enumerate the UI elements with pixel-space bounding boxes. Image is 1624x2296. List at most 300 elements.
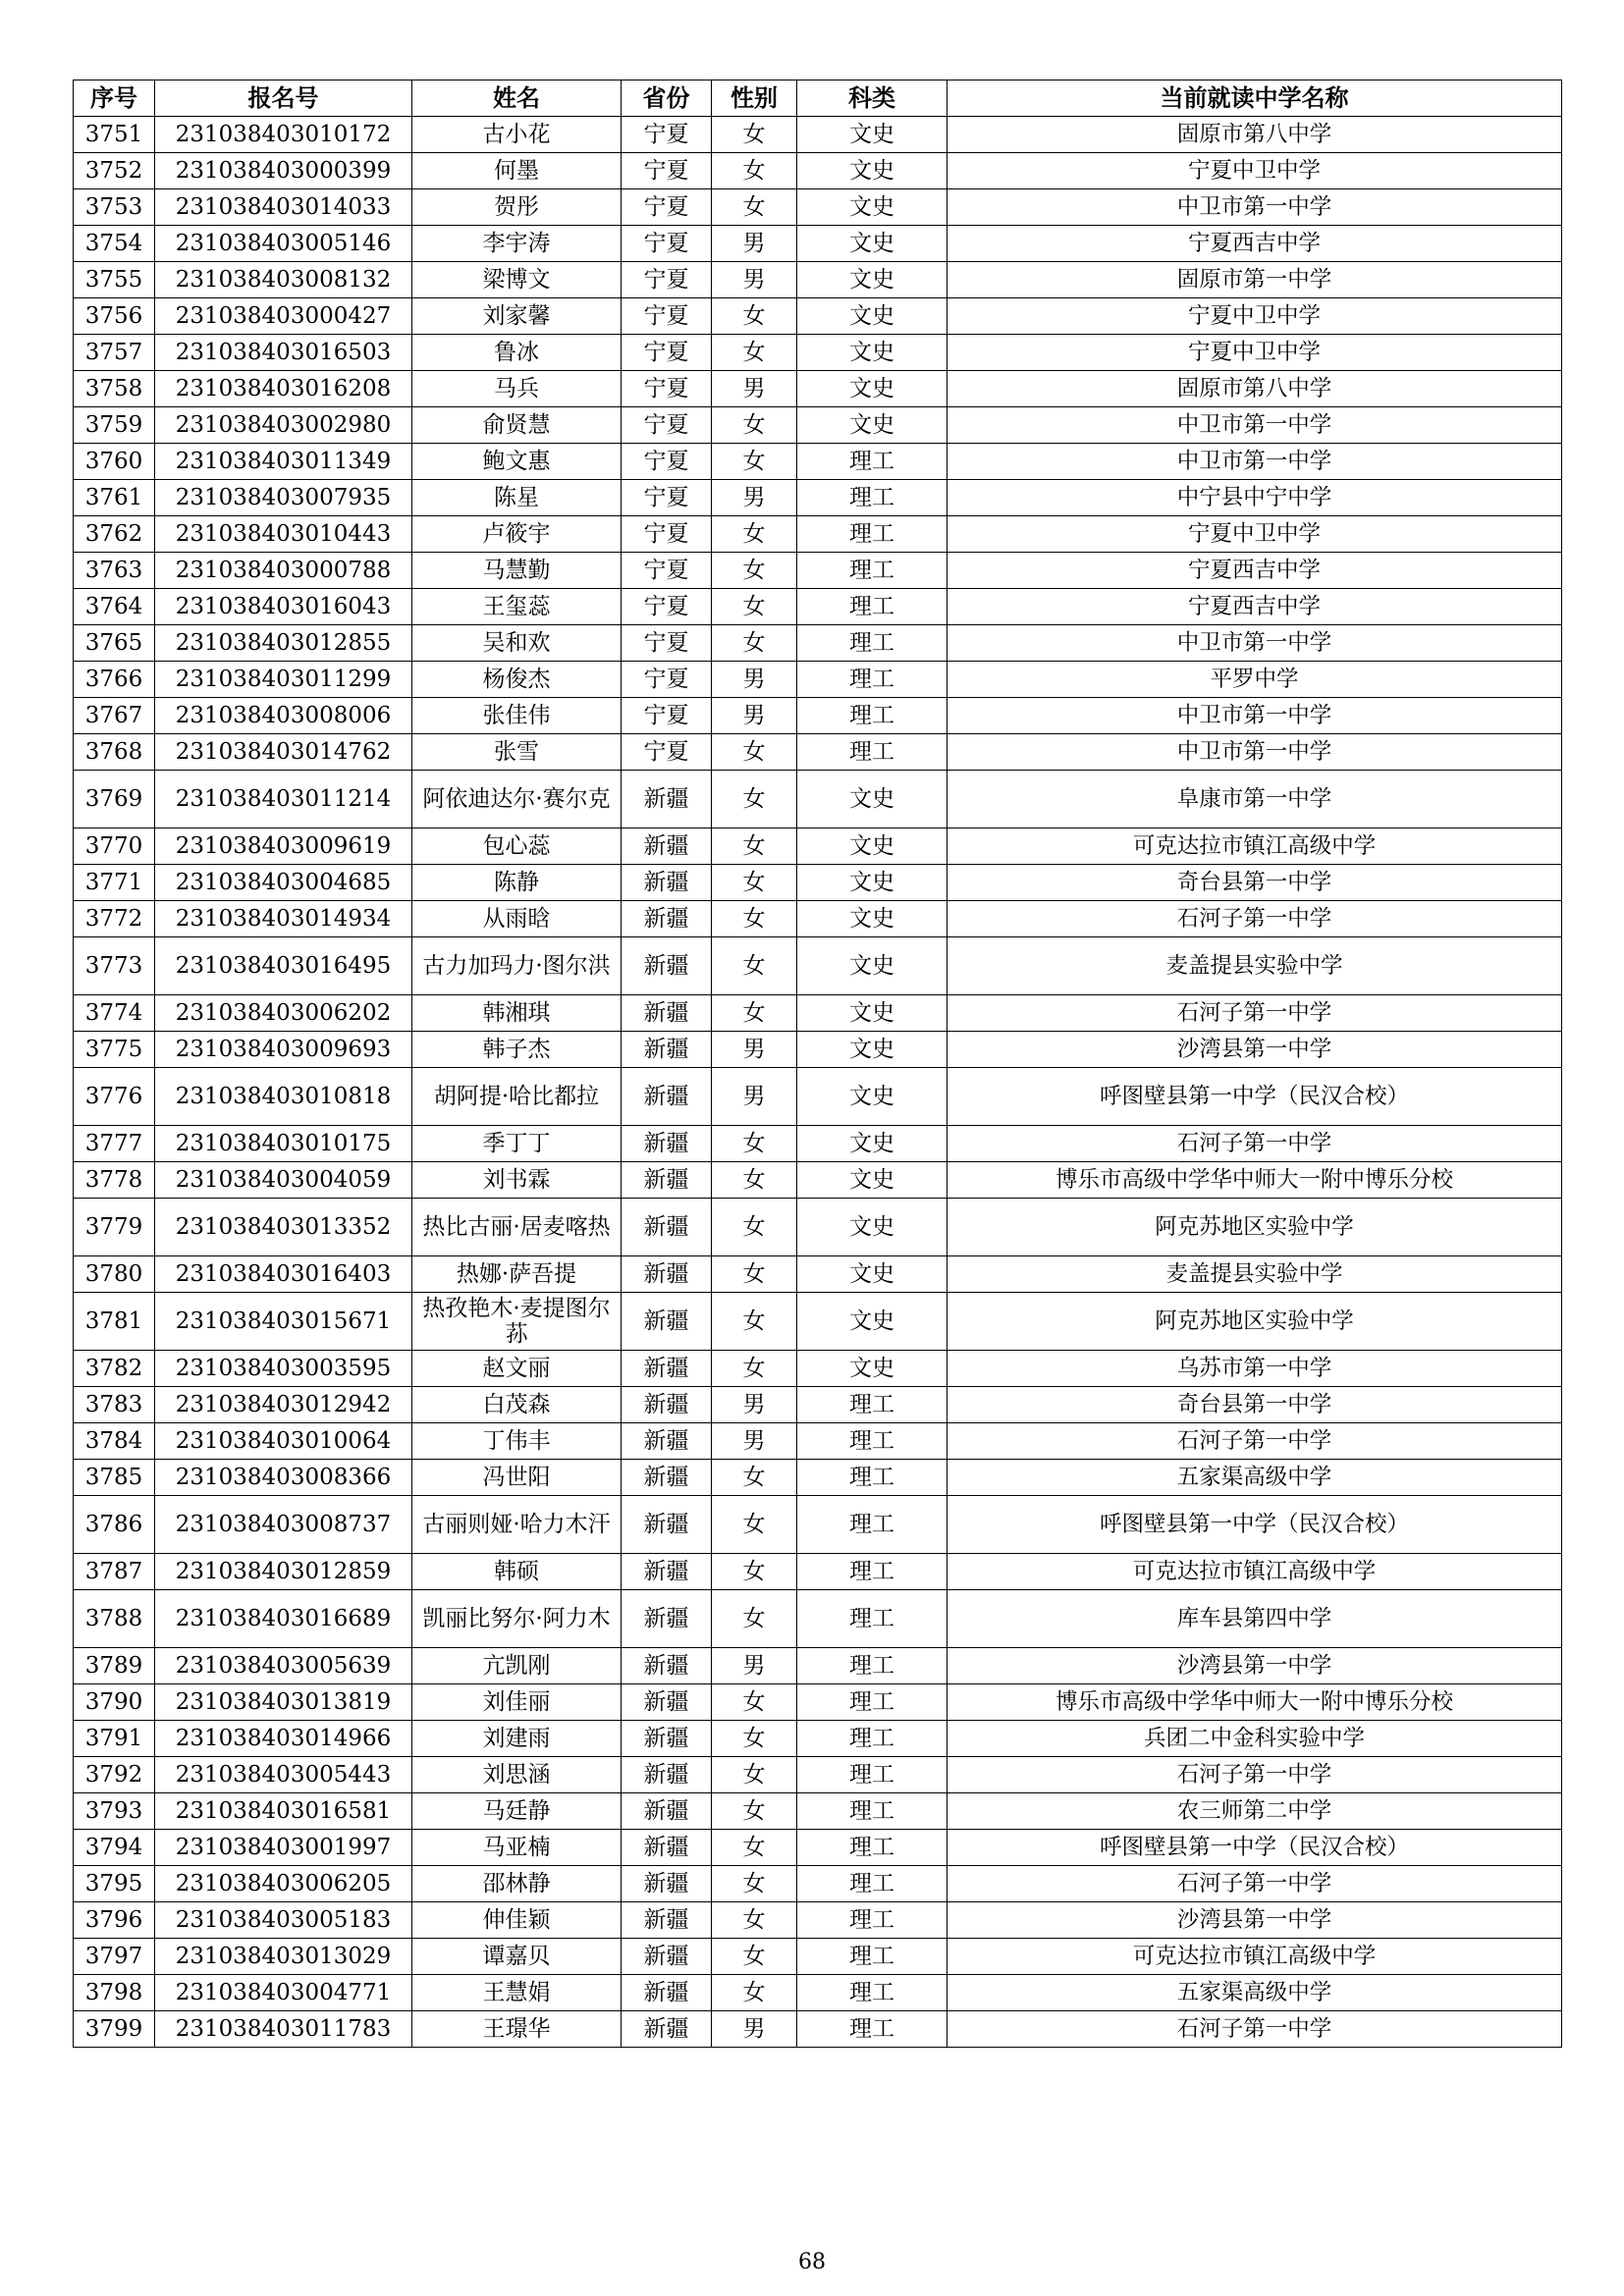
- cell-name: 丁伟丰: [412, 1423, 622, 1460]
- cell-name: 俞贤慧: [412, 407, 622, 444]
- cell-registration-number: 231038403015671: [155, 1293, 412, 1351]
- cell-gender: 女: [712, 1496, 797, 1554]
- cell-name: 古丽则娅·哈力木汗: [412, 1496, 622, 1554]
- cell-province: 新疆: [622, 1554, 712, 1590]
- cell-registration-number: 231038403005183: [155, 1902, 412, 1939]
- cell-gender: 女: [712, 1293, 797, 1351]
- cell-category: 理工: [797, 1830, 947, 1866]
- cell-registration-number: 231038403008006: [155, 698, 412, 734]
- cell-name: 从雨晗: [412, 901, 622, 937]
- cell-province: 宁夏: [622, 407, 712, 444]
- cell-registration-number: 231038403006205: [155, 1866, 412, 1902]
- cell-school: 博乐市高级中学华中师大一附中博乐分校: [947, 1684, 1562, 1721]
- cell-province: 宁夏: [622, 553, 712, 589]
- cell-registration-number: 231038403014966: [155, 1721, 412, 1757]
- cell-gender: 男: [712, 1423, 797, 1460]
- cell-name: 韩湘琪: [412, 995, 622, 1032]
- table-body: [74, 117, 1562, 2048]
- cell-registration-number: 231038403004059: [155, 1162, 412, 1199]
- cell-category: 理工: [797, 1496, 947, 1554]
- cell-school: 中宁县中宁中学: [947, 480, 1562, 516]
- table-row: [74, 153, 1562, 189]
- cell-name: 阿依迪达尔·赛尔克: [412, 771, 622, 828]
- cell-category: 理工: [797, 589, 947, 625]
- cell-province: 宁夏: [622, 589, 712, 625]
- cell-school: 奇台县第一中学: [947, 865, 1562, 901]
- table-row: [74, 480, 1562, 516]
- header-gender: 性别: [712, 80, 797, 117]
- cell-registration-number: 231038403010818: [155, 1068, 412, 1126]
- cell-school: 固原市第八中学: [947, 371, 1562, 407]
- cell-school: 五家渠高级中学: [947, 1460, 1562, 1496]
- cell-category: 理工: [797, 2011, 947, 2048]
- cell-category: 理工: [797, 1387, 947, 1423]
- cell-school: 阿克苏地区实验中学: [947, 1199, 1562, 1256]
- table-row: [74, 553, 1562, 589]
- table-row: [74, 1757, 1562, 1793]
- cell-province: 新疆: [622, 1648, 712, 1684]
- cell-category: 文史: [797, 828, 947, 865]
- cell-category: 文史: [797, 117, 947, 153]
- cell-serial: 3798: [74, 1975, 155, 2011]
- cell-province: 宁夏: [622, 662, 712, 698]
- cell-category: 理工: [797, 1975, 947, 2011]
- table-row: [74, 1387, 1562, 1423]
- cell-category: 文史: [797, 1199, 947, 1256]
- cell-school: 中卫市第一中学: [947, 625, 1562, 662]
- cell-name: 梁博文: [412, 262, 622, 298]
- cell-category: 理工: [797, 1590, 947, 1648]
- cell-category: 理工: [797, 480, 947, 516]
- cell-province: 宁夏: [622, 625, 712, 662]
- cell-gender: 女: [712, 1830, 797, 1866]
- cell-serial: 3760: [74, 444, 155, 480]
- cell-name: 伸佳颖: [412, 1902, 622, 1939]
- cell-name: 刘思涵: [412, 1757, 622, 1793]
- cell-name: 张佳伟: [412, 698, 622, 734]
- cell-school: 石河子第一中学: [947, 1757, 1562, 1793]
- cell-serial: 3792: [74, 1757, 155, 1793]
- cell-name: 马兵: [412, 371, 622, 407]
- cell-serial: 3765: [74, 625, 155, 662]
- table-row: [74, 189, 1562, 226]
- cell-name: 亢凯刚: [412, 1648, 622, 1684]
- cell-name: 凯丽比努尔·阿力木: [412, 1590, 622, 1648]
- cell-school: 可克达拉市镇江高级中学: [947, 1554, 1562, 1590]
- table-row: [74, 698, 1562, 734]
- cell-province: 新疆: [622, 1590, 712, 1648]
- cell-school: 乌苏市第一中学: [947, 1351, 1562, 1387]
- cell-serial: 3781: [74, 1293, 155, 1351]
- cell-school: 奇台县第一中学: [947, 1387, 1562, 1423]
- table-row: [74, 1423, 1562, 1460]
- cell-school: 固原市第八中学: [947, 117, 1562, 153]
- cell-province: 新疆: [622, 1032, 712, 1068]
- cell-school: 宁夏中卫中学: [947, 335, 1562, 371]
- cell-gender: 女: [712, 1684, 797, 1721]
- cell-gender: 男: [712, 698, 797, 734]
- cell-serial: 3762: [74, 516, 155, 553]
- table-row: [74, 1939, 1562, 1975]
- cell-category: 理工: [797, 1684, 947, 1721]
- cell-school: 宁夏西吉中学: [947, 553, 1562, 589]
- cell-registration-number: 231038403016689: [155, 1590, 412, 1648]
- cell-gender: 女: [712, 1902, 797, 1939]
- cell-school: 沙湾县第一中学: [947, 1902, 1562, 1939]
- cell-name: 马亚楠: [412, 1830, 622, 1866]
- cell-category: 理工: [797, 1648, 947, 1684]
- cell-registration-number: 231038403003595: [155, 1351, 412, 1387]
- cell-category: 理工: [797, 1866, 947, 1902]
- cell-name: 赵文丽: [412, 1351, 622, 1387]
- cell-name: 王璟华: [412, 2011, 622, 2048]
- table-row: [74, 1648, 1562, 1684]
- cell-province: 新疆: [622, 1387, 712, 1423]
- cell-registration-number: 231038403013352: [155, 1199, 412, 1256]
- table-row: [74, 1902, 1562, 1939]
- table-row: [74, 1351, 1562, 1387]
- cell-gender: 女: [712, 1460, 797, 1496]
- cell-province: 宁夏: [622, 480, 712, 516]
- table-row: [74, 1126, 1562, 1162]
- cell-name: 马慧勤: [412, 553, 622, 589]
- cell-category: 文史: [797, 407, 947, 444]
- table-row: [74, 117, 1562, 153]
- cell-category: 文史: [797, 298, 947, 335]
- cell-serial: 3756: [74, 298, 155, 335]
- cell-school: 呼图壁县第一中学（民汉合校）: [947, 1830, 1562, 1866]
- cell-serial: 3787: [74, 1554, 155, 1590]
- cell-province: 宁夏: [622, 189, 712, 226]
- cell-registration-number: 231038403016581: [155, 1793, 412, 1830]
- cell-serial: 3770: [74, 828, 155, 865]
- cell-gender: 女: [712, 553, 797, 589]
- cell-serial: 3761: [74, 480, 155, 516]
- cell-serial: 3776: [74, 1068, 155, 1126]
- cell-province: 新疆: [622, 1866, 712, 1902]
- cell-gender: 女: [712, 865, 797, 901]
- cell-name: 张雪: [412, 734, 622, 771]
- cell-province: 新疆: [622, 771, 712, 828]
- cell-serial: 3764: [74, 589, 155, 625]
- cell-category: 理工: [797, 1554, 947, 1590]
- cell-gender: 女: [712, 901, 797, 937]
- cell-province: 新疆: [622, 1460, 712, 1496]
- table-row: [74, 1199, 1562, 1256]
- cell-registration-number: 231038403002980: [155, 407, 412, 444]
- cell-gender: 男: [712, 662, 797, 698]
- cell-category: 文史: [797, 153, 947, 189]
- cell-serial: 3777: [74, 1126, 155, 1162]
- cell-serial: 3775: [74, 1032, 155, 1068]
- cell-registration-number: 231038403008737: [155, 1496, 412, 1554]
- cell-name: 何墨: [412, 153, 622, 189]
- cell-gender: 女: [712, 298, 797, 335]
- header-registration-number: 报名号: [155, 80, 412, 117]
- cell-school: 固原市第一中学: [947, 262, 1562, 298]
- cell-gender: 女: [712, 407, 797, 444]
- cell-serial: 3772: [74, 901, 155, 937]
- table-row: [74, 828, 1562, 865]
- table-row: [74, 1866, 1562, 1902]
- cell-gender: 男: [712, 480, 797, 516]
- cell-serial: 3788: [74, 1590, 155, 1648]
- cell-school: 五家渠高级中学: [947, 1975, 1562, 2011]
- cell-serial: 3759: [74, 407, 155, 444]
- table-row: [74, 1162, 1562, 1199]
- cell-name: 卢筱宇: [412, 516, 622, 553]
- header-school: 当前就读中学名称: [947, 80, 1562, 117]
- cell-name: 李宇涛: [412, 226, 622, 262]
- cell-gender: 女: [712, 734, 797, 771]
- cell-serial: 3751: [74, 117, 155, 153]
- cell-registration-number: 231038403008132: [155, 262, 412, 298]
- table-row: [74, 226, 1562, 262]
- cell-province: 新疆: [622, 1830, 712, 1866]
- cell-name: 刘家馨: [412, 298, 622, 335]
- cell-gender: 男: [712, 1032, 797, 1068]
- table-row: [74, 1068, 1562, 1126]
- cell-gender: 女: [712, 189, 797, 226]
- cell-gender: 女: [712, 1126, 797, 1162]
- cell-school: 石河子第一中学: [947, 901, 1562, 937]
- cell-serial: 3773: [74, 937, 155, 995]
- cell-serial: 3757: [74, 335, 155, 371]
- cell-gender: 女: [712, 995, 797, 1032]
- cell-registration-number: 231038403012942: [155, 1387, 412, 1423]
- cell-gender: 女: [712, 1256, 797, 1293]
- cell-category: 理工: [797, 1902, 947, 1939]
- cell-registration-number: 231038403014934: [155, 901, 412, 937]
- cell-province: 新疆: [622, 1256, 712, 1293]
- table-row: [74, 444, 1562, 480]
- cell-registration-number: 231038403004685: [155, 865, 412, 901]
- cell-school: 中卫市第一中学: [947, 698, 1562, 734]
- cell-name: 陈星: [412, 480, 622, 516]
- cell-school: 中卫市第一中学: [947, 407, 1562, 444]
- cell-gender: 女: [712, 1939, 797, 1975]
- cell-category: 理工: [797, 444, 947, 480]
- cell-gender: 女: [712, 1199, 797, 1256]
- header-province: 省份: [622, 80, 712, 117]
- cell-registration-number: 231038403005443: [155, 1757, 412, 1793]
- cell-serial: 3766: [74, 662, 155, 698]
- cell-registration-number: 231038403012859: [155, 1554, 412, 1590]
- cell-school: 石河子第一中学: [947, 1866, 1562, 1902]
- cell-gender: 女: [712, 589, 797, 625]
- cell-school: 可克达拉市镇江高级中学: [947, 1939, 1562, 1975]
- cell-gender: 女: [712, 153, 797, 189]
- cell-registration-number: 231038403013029: [155, 1939, 412, 1975]
- cell-gender: 女: [712, 1351, 797, 1387]
- cell-category: 理工: [797, 1939, 947, 1975]
- cell-gender: 女: [712, 117, 797, 153]
- cell-serial: 3774: [74, 995, 155, 1032]
- cell-serial: 3783: [74, 1387, 155, 1423]
- cell-province: 新疆: [622, 1902, 712, 1939]
- table-row: [74, 771, 1562, 828]
- cell-category: 文史: [797, 1351, 947, 1387]
- cell-gender: 男: [712, 371, 797, 407]
- cell-province: 宁夏: [622, 262, 712, 298]
- cell-serial: 3794: [74, 1830, 155, 1866]
- cell-gender: 男: [712, 226, 797, 262]
- cell-school: 沙湾县第一中学: [947, 1648, 1562, 1684]
- table-row: [74, 1793, 1562, 1830]
- table-row: [74, 1293, 1562, 1351]
- cell-registration-number: 231038403010172: [155, 117, 412, 153]
- cell-gender: 男: [712, 1387, 797, 1423]
- cell-school: 石河子第一中学: [947, 995, 1562, 1032]
- cell-school: 呼图壁县第一中学（民汉合校）: [947, 1068, 1562, 1126]
- cell-school: 库车县第四中学: [947, 1590, 1562, 1648]
- cell-serial: 3797: [74, 1939, 155, 1975]
- cell-registration-number: 231038403001997: [155, 1830, 412, 1866]
- table-row: [74, 1975, 1562, 2011]
- cell-category: 文史: [797, 1126, 947, 1162]
- cell-school: 宁夏中卫中学: [947, 298, 1562, 335]
- cell-province: 新疆: [622, 1351, 712, 1387]
- cell-registration-number: 231038403009619: [155, 828, 412, 865]
- cell-registration-number: 231038403012855: [155, 625, 412, 662]
- table-row: [74, 407, 1562, 444]
- cell-category: 文史: [797, 371, 947, 407]
- cell-gender: 女: [712, 1590, 797, 1648]
- table-row: [74, 298, 1562, 335]
- cell-category: 理工: [797, 698, 947, 734]
- cell-school: 阿克苏地区实验中学: [947, 1293, 1562, 1351]
- cell-serial: 3785: [74, 1460, 155, 1496]
- cell-province: 宁夏: [622, 444, 712, 480]
- cell-registration-number: 231038403014762: [155, 734, 412, 771]
- cell-gender: 男: [712, 2011, 797, 2048]
- cell-province: 宁夏: [622, 335, 712, 371]
- cell-province: 宁夏: [622, 371, 712, 407]
- cell-category: 理工: [797, 516, 947, 553]
- cell-school: 可克达拉市镇江高级中学: [947, 828, 1562, 865]
- cell-registration-number: 231038403016208: [155, 371, 412, 407]
- cell-province: 新疆: [622, 1793, 712, 1830]
- cell-serial: 3758: [74, 371, 155, 407]
- cell-name: 包心蕊: [412, 828, 622, 865]
- cell-category: 文史: [797, 1032, 947, 1068]
- cell-category: 文史: [797, 262, 947, 298]
- cell-registration-number: 231038403010064: [155, 1423, 412, 1460]
- cell-registration-number: 231038403013819: [155, 1684, 412, 1721]
- cell-province: 新疆: [622, 1939, 712, 1975]
- cell-province: 新疆: [622, 1684, 712, 1721]
- cell-serial: 3784: [74, 1423, 155, 1460]
- cell-school: 博乐市高级中学华中师大一附中博乐分校: [947, 1162, 1562, 1199]
- cell-province: 宁夏: [622, 298, 712, 335]
- cell-province: 新疆: [622, 1068, 712, 1126]
- cell-province: 新疆: [622, 1721, 712, 1757]
- cell-province: 宁夏: [622, 734, 712, 771]
- cell-gender: 女: [712, 1975, 797, 2011]
- cell-serial: 3799: [74, 2011, 155, 2048]
- cell-registration-number: 231038403010443: [155, 516, 412, 553]
- cell-gender: 女: [712, 516, 797, 553]
- cell-name: 吴和欢: [412, 625, 622, 662]
- cell-gender: 女: [712, 625, 797, 662]
- cell-category: 文史: [797, 1068, 947, 1126]
- cell-gender: 男: [712, 1648, 797, 1684]
- cell-school: 麦盖提县实验中学: [947, 1256, 1562, 1293]
- cell-category: 理工: [797, 662, 947, 698]
- cell-school: 石河子第一中学: [947, 1126, 1562, 1162]
- cell-name: 鲍文惠: [412, 444, 622, 480]
- cell-gender: 女: [712, 444, 797, 480]
- cell-category: 文史: [797, 1293, 947, 1351]
- cell-serial: 3752: [74, 153, 155, 189]
- cell-province: 新疆: [622, 1293, 712, 1351]
- cell-province: 新疆: [622, 901, 712, 937]
- cell-name: 热比古丽·居麦喀热: [412, 1199, 622, 1256]
- cell-serial: 3754: [74, 226, 155, 262]
- table-row: [74, 1684, 1562, 1721]
- cell-school: 宁夏中卫中学: [947, 153, 1562, 189]
- cell-category: 理工: [797, 1423, 947, 1460]
- cell-name: 王玺蕊: [412, 589, 622, 625]
- table-row: [74, 1256, 1562, 1293]
- table-row: [74, 1590, 1562, 1648]
- cell-gender: 女: [712, 1866, 797, 1902]
- cell-school: 呼图壁县第一中学（民汉合校）: [947, 1496, 1562, 1554]
- table-row: [74, 516, 1562, 553]
- cell-province: 宁夏: [622, 153, 712, 189]
- table-row: [74, 625, 1562, 662]
- cell-gender: 女: [712, 1721, 797, 1757]
- table-row: [74, 995, 1562, 1032]
- table-row: [74, 1830, 1562, 1866]
- cell-province: 新疆: [622, 1496, 712, 1554]
- table-row: [74, 865, 1562, 901]
- table-row: [74, 335, 1562, 371]
- cell-category: 文史: [797, 995, 947, 1032]
- cell-gender: 女: [712, 1554, 797, 1590]
- cell-gender: 男: [712, 262, 797, 298]
- cell-category: 理工: [797, 625, 947, 662]
- cell-name: 韩子杰: [412, 1032, 622, 1068]
- cell-registration-number: 231038403011214: [155, 771, 412, 828]
- cell-serial: 3755: [74, 262, 155, 298]
- cell-province: 宁夏: [622, 226, 712, 262]
- cell-category: 文史: [797, 771, 947, 828]
- cell-registration-number: 231038403016043: [155, 589, 412, 625]
- table-row: [74, 901, 1562, 937]
- cell-registration-number: 231038403016503: [155, 335, 412, 371]
- cell-name: 冯世阳: [412, 1460, 622, 1496]
- cell-registration-number: 231038403005639: [155, 1648, 412, 1684]
- cell-serial: 3763: [74, 553, 155, 589]
- cell-name: 王慧娟: [412, 1975, 622, 2011]
- cell-name: 邵林静: [412, 1866, 622, 1902]
- cell-serial: 3753: [74, 189, 155, 226]
- cell-gender: 女: [712, 1793, 797, 1830]
- cell-gender: 男: [712, 1068, 797, 1126]
- cell-category: 文史: [797, 335, 947, 371]
- cell-registration-number: 231038403005146: [155, 226, 412, 262]
- cell-serial: 3771: [74, 865, 155, 901]
- table-row: [74, 1460, 1562, 1496]
- header-category: 科类: [797, 80, 947, 117]
- admission-list-table: [73, 80, 1562, 2048]
- cell-serial: 3782: [74, 1351, 155, 1387]
- cell-category: 理工: [797, 734, 947, 771]
- cell-province: 新疆: [622, 828, 712, 865]
- page-number: 68: [798, 2250, 826, 2274]
- cell-serial: 3767: [74, 698, 155, 734]
